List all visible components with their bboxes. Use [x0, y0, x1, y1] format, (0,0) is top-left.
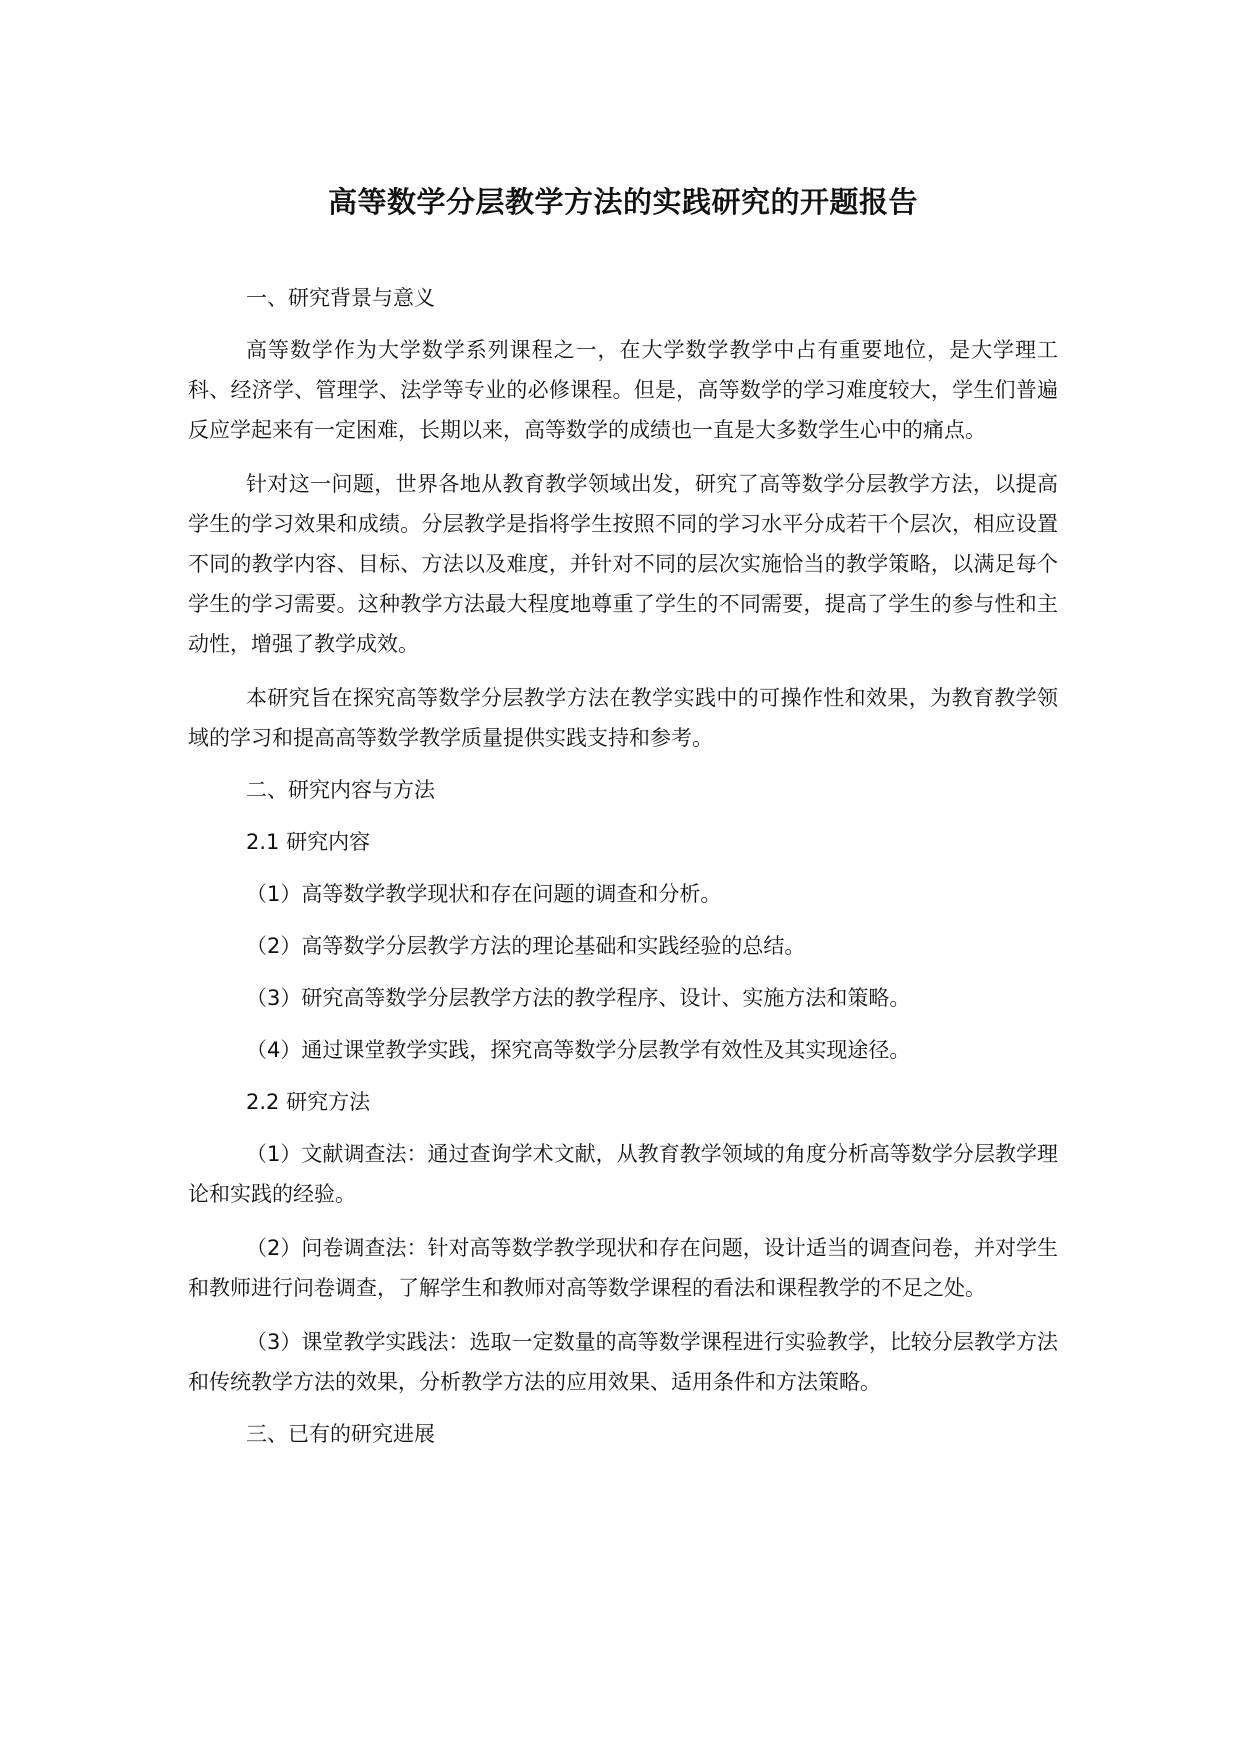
method-item-1: （1）文献调查法：通过查询学术文献，从教育教学领域的角度分析高等数学分层教学理论和实践的经验。	[188, 1142, 1058, 1206]
content-item-3: （3）研究高等数学分层教学方法的教学程序、设计、实施方法和策略。	[246, 986, 911, 1010]
section-1-paragraph-3: 本研究旨在探究高等数学分层教学方法在教学实践中的可操作性和效果，为教育教学领域的学习和提高高等数学教学质量提供实践支持和参考。	[188, 686, 1058, 750]
method-item-2: （2）问卷调查法：针对高等数学教学现状和存在问题，设计适当的调查问卷，并对学生和教师进行问卷调查，了解学生和教师对高等数学课程的看法和课程教学的不足之处。	[188, 1236, 1058, 1300]
section-1-paragraph-1: 高等数学作为大学数学系列课程之一，在大学数学教学中占有重要地位，是大学理工科、经济学、管理学、法学等专业的必修课程。但是，高等数学的学习难度较大，学生们普遍反应学起来有一定困难，长期以来，高等数学的成绩也一直是大多数学生心中的痛点。	[188, 338, 1058, 442]
section-1-paragraph-2: 针对这一问题，世界各地从教育教学领域出发，研究了高等数学分层教学方法，以提高学生的学习效果和成绩。分层教学是指将学生按照不同的学习水平分成若干个层次，相应设置不同的教学内容、目标、方法以及难度，并针对不同的层次实施恰当的教学策略，以满足每个学生的学习需要。这种教学方法最大程度地尊重了学生的不同需要，提高了学生的参与性和主动性，增强了教学成效。	[188, 472, 1058, 656]
subsection-2-2-heading: 2.2 研究方法	[246, 1090, 371, 1114]
section-3-heading: 三、已有的研究进展	[246, 1422, 435, 1446]
content-item-4: （4）通过课堂教学实践，探究高等数学分层教学有效性及其实现途径。	[246, 1038, 911, 1062]
content-item-1: （1）高等数学教学现状和存在问题的调查和分析。	[246, 882, 722, 906]
document-page	[188, 170, 1058, 1454]
section-1-heading: 一、研究背景与意义	[246, 286, 435, 310]
section-2-heading: 二、研究内容与方法	[246, 778, 435, 802]
subsection-2-1-heading: 2.1 研究内容	[246, 830, 371, 854]
method-item-3: （3）课堂教学实践法：选取一定数量的高等数学课程进行实验教学，比较分层教学方法和传统教学方法的效果，分析教学方法的应用效果、适用条件和方法策略。	[188, 1330, 1058, 1394]
content-item-2: （2）高等数学分层教学方法的理论基础和实践经验的总结。	[246, 934, 806, 958]
document-title: 高等数学分层教学方法的实践研究的开题报告	[327, 185, 918, 219]
